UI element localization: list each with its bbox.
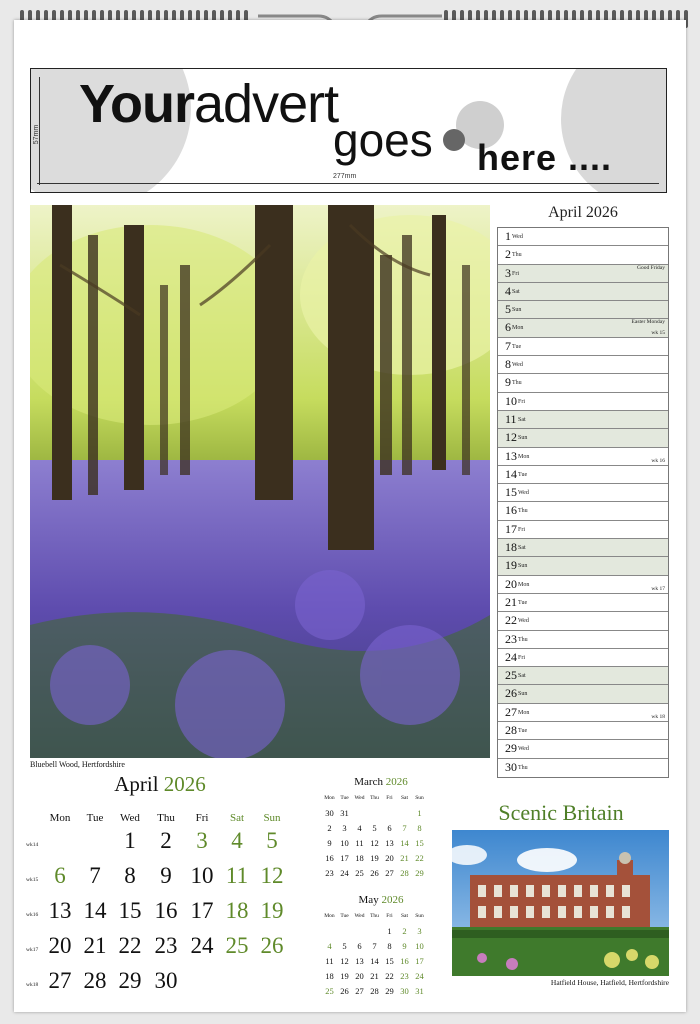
day-cell: 3 [196,828,208,853]
diary-row [498,704,668,722]
diary-weekday: Thu [518,636,528,643]
mini-day: 5 [342,941,347,951]
scenic-caption: Hatfield House, Hatfield, Hertfordshire [550,978,669,987]
diary-day-number: 14 [505,466,517,481]
mini-weekday-header: Fri [386,795,393,801]
diary-day-number: 3 [505,265,511,280]
mini-day: 6 [387,823,392,833]
mini-day: 25 [355,868,364,878]
mini-calendar-may [322,894,440,999]
diary-week-number: wk 16 [651,457,665,464]
day-cell: 2 [160,828,172,853]
mini-title: March 2026 [354,776,408,788]
day-cell: 30 [154,968,178,993]
mini-day: 2 [327,823,332,833]
mini-day: 26 [370,868,379,878]
mini-day [352,924,367,939]
diary-day-number: 21 [505,594,517,609]
mini-weekday-header: Sat [400,795,409,801]
diary-weekday: Fri [518,526,526,533]
diary-day-number: 11 [505,411,517,426]
dimension-height-label: 57mm [33,124,41,145]
mini-day: 5 [372,823,377,833]
diary-weekday: Thu [512,380,522,387]
day-cell: 24 [190,933,214,958]
day-cell: 9 [160,863,172,888]
mini-day: 8 [387,941,392,951]
mini-day [352,806,367,821]
diary-weekday: Thu [518,764,528,771]
diary-row [498,594,668,612]
mini-day: 1 [387,926,392,936]
diary-weekday: Wed [518,618,529,625]
diary-weekday: Mon [518,453,530,460]
mini-day: 9 [327,838,332,848]
mini-weekday-header: Wed [354,795,365,801]
mini-day: 7 [402,823,407,833]
diary-day-number: 7 [505,338,511,353]
day-cell: 13 [48,898,72,923]
diary-row [498,722,668,740]
diary-day-number: 2 [505,247,511,262]
mini-day: 11 [325,956,334,966]
mini-day [397,806,412,821]
mini-day: 3 [342,823,347,833]
mini-weekday-header: Thu [370,795,379,801]
week-number: wk17 [26,947,39,953]
diary-row [498,411,668,429]
diary-row [498,502,668,520]
day-cell: 21 [83,933,107,958]
mini-day: 10 [340,838,349,848]
mini-day: 30 [400,986,409,996]
mini-day: 7 [372,941,377,951]
diary-holiday: Easter Monday [631,319,665,326]
mini-day [382,806,397,821]
mini-day [337,924,352,939]
mini-weekday-header: Sun [415,913,424,919]
mini-day: 3 [417,926,422,936]
diary-weekday: Sun [518,435,528,442]
day-cell: 28 [83,968,107,993]
weekday-header: Tue [86,812,104,824]
day-cell: 5 [266,828,278,853]
diary-holiday: Good Friday [637,264,665,271]
diary-row [498,374,668,392]
mini-day: 18 [325,971,334,981]
diary-day-number: 24 [505,649,517,664]
diary-day-number: 5 [505,302,511,317]
diary-weekday: Sun [518,691,528,698]
mini-day: 31 [415,986,424,996]
mini-weekday-header: Sat [400,913,409,919]
diary-row [498,448,668,466]
week-number: wk14 [26,842,39,848]
dimension-line-horizontal [37,183,659,184]
mini-day: 29 [385,986,394,996]
hatfield-house-photo [452,830,669,976]
mini-weekday-header: Tue [340,795,349,801]
diary-list [497,227,669,778]
weekday-header: Sat [229,812,245,824]
day-cell: 26 [260,933,284,958]
mini-day: 12 [340,956,349,966]
diary-weekday: Fri [512,270,520,277]
diary-row [498,319,668,337]
diary-day-number: 4 [505,283,511,298]
mini-day: 22 [415,853,424,863]
diary-weekday: Tue [518,599,528,606]
mini-day: 8 [417,823,422,833]
diary-weekday: Tue [512,343,522,350]
mini-day: 28 [400,868,409,878]
mini-day: 10 [415,941,424,951]
diary-day-number: 6 [505,320,511,335]
diary-weekday: Wed [518,490,529,497]
mini-weekday-header: Fri [386,913,393,919]
advert-panel [30,68,667,193]
diary-row [498,631,668,649]
diary-row [498,759,668,777]
bluebell-wood-photo [30,205,490,758]
diary-day-number: 28 [505,723,517,738]
day-cell: 7 [89,863,101,888]
diary-day-number: 13 [505,448,517,463]
mini-day: 11 [355,838,364,848]
day-cell: 19 [260,898,284,923]
mini-day: 4 [327,941,332,951]
mini-day: 14 [370,956,379,966]
weekday-header: Mon [49,812,71,824]
advert-headline: Youradvert [79,74,339,134]
diary-weekday: Tue [518,471,528,478]
mini-day: 9 [402,941,407,951]
diary-week-number: wk 17 [651,585,665,592]
mini-day [367,806,382,821]
diary-day-number: 15 [505,485,517,500]
diary-row [498,246,668,264]
mini-day: 1 [417,808,422,818]
week-number: wk16 [26,912,39,918]
diary-row [498,283,668,301]
diary-day-number: 30 [505,759,517,774]
day-cell: 23 [154,933,178,958]
diary-day-number: 1 [505,229,511,243]
diary-row [498,393,668,411]
day-cell: 22 [118,933,142,958]
diary-weekday: Mon [512,325,524,332]
diary-row [498,429,668,447]
mini-day [322,924,337,939]
mini-day: 17 [340,853,349,863]
diary-day-number: 27 [505,704,517,719]
dimension-width-label: 277mm [333,173,357,180]
mini-day: 31 [340,808,349,818]
diary-day-number: 18 [505,540,517,555]
weekday-header: Sun [263,812,281,824]
mini-day: 27 [385,868,394,878]
mini-day: 26 [340,986,349,996]
mini-weekday-header: Wed [354,913,365,919]
mini-calendar-march [322,776,440,881]
mini-day: 16 [325,853,334,863]
mini-day: 23 [325,868,334,878]
diary-day-number: 26 [505,686,517,701]
diary-day-number: 23 [505,631,517,646]
mini-day: 23 [400,971,409,981]
diary-day-number: 17 [505,521,517,536]
diary-row [498,228,668,246]
day-cell: 27 [48,968,72,993]
diary-weekday: Thu [518,508,528,515]
diary-title: April 2026 [548,204,618,221]
weekday-header: Fri [195,812,209,824]
diary-day-number: 19 [505,558,517,573]
diary-week-number: wk 15 [651,329,665,336]
mini-day: 28 [370,986,379,996]
diary-row [498,576,668,594]
mini-weekday-header: Thu [370,913,379,919]
mini-day: 16 [400,956,409,966]
mini-day: 29 [415,868,424,878]
mini-day: 13 [355,956,364,966]
diary-weekday: Tue [518,728,528,735]
diary-weekday: Sat [518,673,526,680]
diary-row [498,649,668,667]
mini-day: 20 [385,853,394,863]
diary-weekday: Mon [518,709,530,716]
day-cell: 14 [83,898,107,923]
mini-day: 2 [402,926,407,936]
mini-day: 24 [340,868,349,878]
day-cell: 20 [48,933,72,958]
diary-row [498,301,668,319]
mini-day: 4 [357,823,362,833]
day-cell: 1 [124,828,136,853]
day-cell: 25 [225,933,249,958]
diary-day-number: 8 [505,357,511,372]
diary-day-number: 16 [505,503,517,518]
mini-day: 15 [385,956,394,966]
diary-row [498,338,668,356]
mini-weekday-header: Sun [415,795,424,801]
diary-weekday: Fri [518,654,526,661]
diary-row [498,740,668,758]
weekday-header: Thu [157,812,175,824]
diary-day-number: 20 [505,576,517,591]
mini-day: 21 [370,971,379,981]
diary-weekday: Sun [518,563,528,570]
diary-row [498,612,668,630]
mini-day [367,924,382,939]
day-cell: 29 [118,968,142,993]
mini-weekday-header: Tue [340,913,349,919]
advert-line3: here .... [477,137,613,178]
diary-weekday: Sat [518,545,526,552]
diary-row [498,539,668,557]
diary-weekday: Wed [512,234,523,240]
diary-row [498,265,668,283]
mini-title: May 2026 [358,894,404,906]
diary-day-number: 9 [505,375,511,390]
weekday-header: Wed [120,812,140,824]
diary-weekday: Mon [518,581,530,588]
mini-day: 13 [385,838,394,848]
mini-day: 27 [355,986,364,996]
mini-day: 6 [357,941,362,951]
mini-day: 17 [415,956,424,966]
mini-day: 25 [325,986,334,996]
diary-row [498,557,668,575]
scenic-title: Scenic Britain [498,800,624,825]
mini-weekday-header: Mon [324,795,335,801]
diary-row [498,466,668,484]
mini-day: 14 [400,838,409,848]
diary-row [498,667,668,685]
diary-row [498,521,668,539]
photo-caption: Bluebell Wood, Hertfordshire [30,760,125,769]
mini-day: 22 [385,971,394,981]
diary-weekday: Wed [512,362,523,369]
day-cell: 18 [225,898,249,923]
day-cell: 15 [118,898,142,923]
day-cell: 17 [190,898,214,923]
day-cell: 11 [225,863,249,888]
day-cell: 4 [231,828,243,853]
week-number: wk18 [26,982,39,988]
mini-day: 30 [325,808,334,818]
diary-day-number: 12 [505,430,517,445]
diary-weekday: Sun [512,307,522,314]
diary-row [498,484,668,502]
mini-day: 20 [355,971,364,981]
diary-weekday: Sat [518,416,526,423]
diary-day-number: 10 [505,393,517,408]
diary-weekday: Fri [518,398,526,405]
mini-day: 12 [370,838,379,848]
mini-day: 19 [370,853,379,863]
diary-day-number: 29 [505,741,517,756]
week-number: wk15 [26,877,39,883]
day-cell: 16 [154,898,178,923]
diary-week-number: wk 18 [651,714,665,721]
day-cell: 8 [124,863,136,888]
mini-day: 18 [355,853,364,863]
diary-weekday: Thu [512,252,522,259]
advert-line2: goes [333,114,433,166]
diary-weekday: Sat [512,288,520,295]
diary-weekday: Wed [518,746,529,753]
month-title: April 2026 [114,772,206,796]
day-cell: 12 [260,863,284,888]
mini-weekday-header: Mon [324,913,335,919]
day-cell: 6 [54,863,66,888]
mini-day: 21 [400,853,409,863]
mini-day: 24 [415,971,424,981]
diary-day-number: 25 [505,668,517,683]
advert-decor-dot [443,129,465,151]
mini-day: 19 [340,971,349,981]
diary-day-number: 22 [505,613,517,628]
day-cell: 10 [190,863,214,888]
mini-day: 15 [415,838,424,848]
diary-row [498,356,668,374]
diary-row [498,685,668,703]
